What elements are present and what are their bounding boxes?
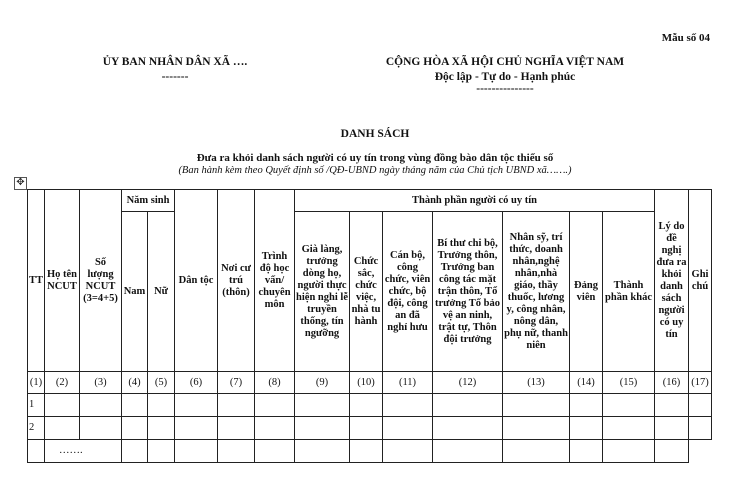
col-num-3: (3) [80, 372, 122, 394]
row-index: 1 [28, 394, 45, 417]
col-num-11: (11) [383, 372, 433, 394]
header-birth-year: Năm sinh [122, 190, 175, 212]
document-title: DANH SÁCH [340, 128, 410, 140]
table-row [28, 394, 712, 417]
document-heading [0, 128, 750, 176]
col-num-8: (8) [255, 372, 295, 394]
col-num-1: (1) [28, 372, 45, 394]
row-ellipsis: ……. [45, 440, 122, 463]
col-num-5: (5) [148, 372, 175, 394]
national-header [360, 55, 650, 93]
header-comp-2: Chức sắc, chức việc, nhà tu hành [350, 212, 383, 372]
header-comp-6: Đảng viên [570, 212, 603, 372]
col-num-4: (4) [122, 372, 148, 394]
header-note: Ghi chú [689, 190, 712, 372]
header-comp-1: Già làng, trưởng dòng họ, người thực hiện nghi lễ truyền thống, tín ngưỡng [295, 212, 350, 372]
document-note: (Ban hành kèm theo Quyết định số /QĐ-UBND ngày tháng năm của Chủ tịch UBND xã…….) [178, 165, 572, 176]
col-num-7: (7) [218, 372, 255, 394]
table-row [28, 417, 712, 440]
col-num-13: (13) [503, 372, 570, 394]
header-count: Số lượng NCUT (3=4+5) [80, 190, 122, 372]
header-comp-5: Nhân sỹ, trí thức, doanh nhân,nghệ nhân,nhà giáo, thầy thuốc, lương y, công nhân, nông dân, phụ nữ, thanh niên [503, 212, 570, 372]
move-handle-icon[interactable]: ✥ [14, 177, 27, 190]
header-reason: Lý do đề nghị đưa ra khỏi danh sách người có uy tín [655, 190, 689, 372]
row-index: 2 [28, 417, 45, 440]
header-comp-4: Bí thư chi bộ, Trưởng thôn, Trưởng ban công tác mặt trận thôn, Tổ trưởng Tổ bảo vệ an ninh, trật tự, Thôn đội trưởng [433, 212, 503, 372]
header-composition: Thành phần người có uy tín [295, 190, 655, 212]
header-female: Nữ [148, 212, 175, 372]
header-name: Họ tên NCUT [45, 190, 80, 372]
header-residence: Nơi cư trú (thôn) [218, 190, 255, 372]
header-comp-3: Cán bộ, công chức, viên chức, bộ đội, công an đã nghỉ hưu [383, 212, 433, 372]
authority-name: ỦY BAN NHÂN DÂN XÃ …. [102, 56, 248, 68]
col-num-12: (12) [433, 372, 503, 394]
column-number-row [28, 372, 712, 394]
col-num-16: (16) [655, 372, 689, 394]
header-tt: TT [28, 190, 45, 372]
header-education: Trình độ học vấn/ chuyên môn [255, 190, 295, 372]
col-num-14: (14) [570, 372, 603, 394]
col-num-15: (15) [603, 372, 655, 394]
col-num-9: (9) [295, 372, 350, 394]
col-num-10: (10) [350, 372, 383, 394]
header-ethnicity: Dân tộc [175, 190, 218, 372]
table-row [28, 440, 712, 463]
col-num-6: (6) [175, 372, 218, 394]
document-subtitle: Đưa ra khỏi danh sách người có uy tín trong vùng đồng bào dân tộc thiểu số [196, 152, 554, 164]
list-table [27, 189, 712, 463]
national-motto: Độc lập - Tự do - Hạnh phúc [434, 71, 576, 83]
national-title: CỘNG HÒA XÃ HỘI CHỦ NGHĨA VIỆT NAM [385, 56, 625, 68]
col-num-2: (2) [45, 372, 80, 394]
header-male: Nam [122, 212, 148, 372]
authority-underline: ------- [161, 71, 189, 83]
national-underline: --------------- [476, 83, 534, 95]
header-comp-7: Thành phần khác [603, 212, 655, 372]
form-number: Mẫu số 04 [661, 32, 710, 44]
col-num-17: (17) [689, 372, 712, 394]
authority-header [70, 55, 280, 85]
